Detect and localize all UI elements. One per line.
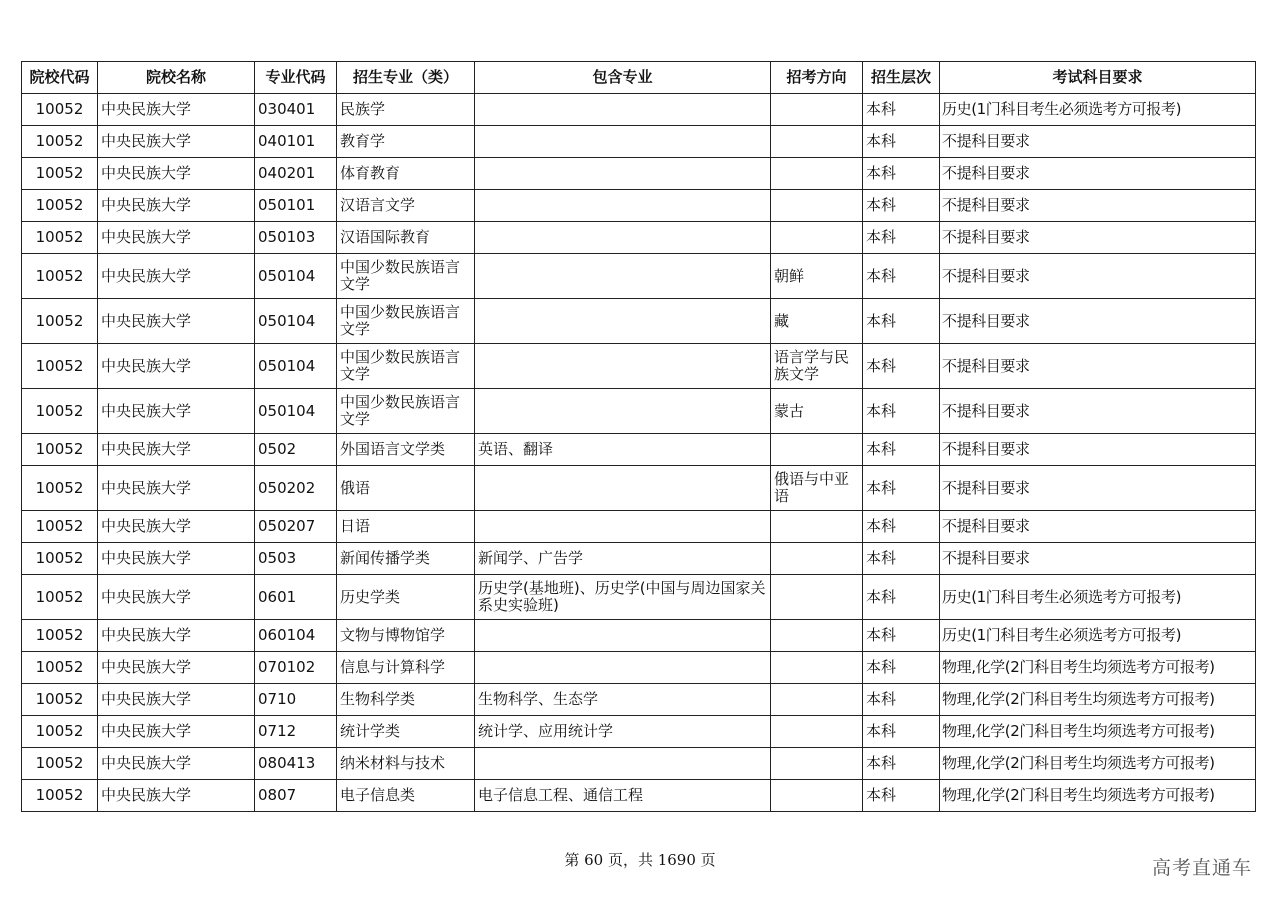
major-code-cell: 060104 bbox=[255, 620, 337, 652]
level-cell: 本科 bbox=[863, 222, 940, 254]
table-row bbox=[22, 620, 1256, 652]
school-code-cell: 10052 bbox=[22, 299, 98, 344]
major-code-cell: 040201 bbox=[255, 158, 337, 190]
major-name-cell: 汉语国际教育 bbox=[337, 222, 475, 254]
level-cell: 本科 bbox=[863, 126, 940, 158]
major-name-cell: 中国少数民族语言文学 bbox=[337, 299, 475, 344]
school-name-cell: 中央民族大学 bbox=[98, 222, 255, 254]
school-code-cell: 10052 bbox=[22, 620, 98, 652]
major-name-cell: 中国少数民族语言文学 bbox=[337, 344, 475, 389]
table-row bbox=[22, 190, 1256, 222]
school-code-cell: 10052 bbox=[22, 94, 98, 126]
header-school-name: 院校名称 bbox=[98, 62, 255, 94]
major-name-cell: 体育教育 bbox=[337, 158, 475, 190]
included-majors-cell bbox=[475, 190, 771, 222]
direction-cell bbox=[771, 511, 863, 543]
school-name-cell: 中央民族大学 bbox=[98, 575, 255, 620]
table-row bbox=[22, 716, 1256, 748]
direction-cell bbox=[771, 126, 863, 158]
direction-cell: 蒙古 bbox=[771, 389, 863, 434]
direction-cell bbox=[771, 716, 863, 748]
school-name-cell: 中央民族大学 bbox=[98, 466, 255, 511]
major-name-cell: 纳米材料与技术 bbox=[337, 748, 475, 780]
table-row bbox=[22, 299, 1256, 344]
level-cell: 本科 bbox=[863, 434, 940, 466]
included-majors-cell bbox=[475, 126, 771, 158]
subject-requirements-cell: 不提科目要求 bbox=[940, 299, 1256, 344]
included-majors-cell bbox=[475, 299, 771, 344]
direction-cell bbox=[771, 748, 863, 780]
included-majors-cell bbox=[475, 344, 771, 389]
school-code-cell: 10052 bbox=[22, 652, 98, 684]
header-included-majors: 包含专业 bbox=[475, 62, 771, 94]
school-name-cell: 中央民族大学 bbox=[98, 434, 255, 466]
subject-requirements-cell: 不提科目要求 bbox=[940, 344, 1256, 389]
school-name-cell: 中央民族大学 bbox=[98, 126, 255, 158]
school-name-cell: 中央民族大学 bbox=[98, 158, 255, 190]
major-code-cell: 050103 bbox=[255, 222, 337, 254]
direction-cell bbox=[771, 543, 863, 575]
level-cell: 本科 bbox=[863, 190, 940, 222]
header-school-code: 院校代码 bbox=[22, 62, 98, 94]
subject-requirements-cell: 历史(1门科目考生必须选考方可报考) bbox=[940, 620, 1256, 652]
subject-requirements-cell: 物理,化学(2门科目考生均须选考方可报考) bbox=[940, 780, 1256, 812]
major-name-cell: 历史学类 bbox=[337, 575, 475, 620]
included-majors-cell: 电子信息工程、通信工程 bbox=[475, 780, 771, 812]
subject-requirements-cell: 物理,化学(2门科目考生均须选考方可报考) bbox=[940, 652, 1256, 684]
school-code-cell: 10052 bbox=[22, 684, 98, 716]
table-row bbox=[22, 158, 1256, 190]
included-majors-cell bbox=[475, 511, 771, 543]
major-code-cell: 0807 bbox=[255, 780, 337, 812]
major-code-cell: 0502 bbox=[255, 434, 337, 466]
included-majors-cell: 生物科学、生态学 bbox=[475, 684, 771, 716]
level-cell: 本科 bbox=[863, 652, 940, 684]
level-cell: 本科 bbox=[863, 344, 940, 389]
school-name-cell: 中央民族大学 bbox=[98, 254, 255, 299]
header-subject-requirements: 考试科目要求 bbox=[940, 62, 1256, 94]
major-code-cell: 050202 bbox=[255, 466, 337, 511]
school-name-cell: 中央民族大学 bbox=[98, 716, 255, 748]
major-name-cell: 日语 bbox=[337, 511, 475, 543]
included-majors-cell: 历史学(基地班)、历史学(中国与周边国家关系史实验班) bbox=[475, 575, 771, 620]
level-cell: 本科 bbox=[863, 780, 940, 812]
included-majors-cell bbox=[475, 620, 771, 652]
table-row bbox=[22, 126, 1256, 158]
direction-cell: 朝鲜 bbox=[771, 254, 863, 299]
direction-cell bbox=[771, 652, 863, 684]
major-code-cell: 050104 bbox=[255, 254, 337, 299]
major-name-cell: 民族学 bbox=[337, 94, 475, 126]
major-name-cell: 中国少数民族语言文学 bbox=[337, 254, 475, 299]
school-code-cell: 10052 bbox=[22, 254, 98, 299]
subject-requirements-cell: 不提科目要求 bbox=[940, 389, 1256, 434]
school-name-cell: 中央民族大学 bbox=[98, 620, 255, 652]
school-name-cell: 中央民族大学 bbox=[98, 94, 255, 126]
included-majors-cell bbox=[475, 652, 771, 684]
major-code-cell: 070102 bbox=[255, 652, 337, 684]
direction-cell bbox=[771, 434, 863, 466]
included-majors-cell bbox=[475, 222, 771, 254]
school-code-cell: 10052 bbox=[22, 748, 98, 780]
subject-requirements-cell: 不提科目要求 bbox=[940, 466, 1256, 511]
school-code-cell: 10052 bbox=[22, 466, 98, 511]
table-row bbox=[22, 466, 1256, 511]
major-name-cell: 中国少数民族语言文学 bbox=[337, 389, 475, 434]
direction-cell bbox=[771, 158, 863, 190]
included-majors-cell: 统计学、应用统计学 bbox=[475, 716, 771, 748]
subject-requirements-cell: 不提科目要求 bbox=[940, 511, 1256, 543]
school-code-cell: 10052 bbox=[22, 434, 98, 466]
major-code-cell: 030401 bbox=[255, 94, 337, 126]
school-name-cell: 中央民族大学 bbox=[98, 748, 255, 780]
subject-requirements-cell: 不提科目要求 bbox=[940, 158, 1256, 190]
school-name-cell: 中央民族大学 bbox=[98, 344, 255, 389]
subject-requirements-cell: 不提科目要求 bbox=[940, 434, 1256, 466]
subject-requirements-cell: 物理,化学(2门科目考生均须选考方可报考) bbox=[940, 716, 1256, 748]
direction-cell bbox=[771, 222, 863, 254]
school-code-cell: 10052 bbox=[22, 158, 98, 190]
direction-cell bbox=[771, 190, 863, 222]
subject-requirements-cell: 不提科目要求 bbox=[940, 126, 1256, 158]
subject-requirements-cell: 不提科目要求 bbox=[940, 254, 1256, 299]
table-row bbox=[22, 780, 1256, 812]
direction-cell bbox=[771, 575, 863, 620]
school-code-cell: 10052 bbox=[22, 716, 98, 748]
school-code-cell: 10052 bbox=[22, 543, 98, 575]
school-code-cell: 10052 bbox=[22, 190, 98, 222]
level-cell: 本科 bbox=[863, 716, 940, 748]
subject-requirements-cell: 物理,化学(2门科目考生均须选考方可报考) bbox=[940, 748, 1256, 780]
direction-cell bbox=[771, 94, 863, 126]
included-majors-cell bbox=[475, 254, 771, 299]
major-name-cell: 统计学类 bbox=[337, 716, 475, 748]
school-code-cell: 10052 bbox=[22, 511, 98, 543]
level-cell: 本科 bbox=[863, 684, 940, 716]
school-code-cell: 10052 bbox=[22, 389, 98, 434]
major-code-cell: 050104 bbox=[255, 344, 337, 389]
major-code-cell: 0710 bbox=[255, 684, 337, 716]
major-code-cell: 050104 bbox=[255, 389, 337, 434]
included-majors-cell bbox=[475, 466, 771, 511]
included-majors-cell bbox=[475, 158, 771, 190]
major-name-cell: 文物与博物馆学 bbox=[337, 620, 475, 652]
level-cell: 本科 bbox=[863, 389, 940, 434]
level-cell: 本科 bbox=[863, 543, 940, 575]
table-row bbox=[22, 94, 1256, 126]
admission-table bbox=[21, 61, 1256, 812]
direction-cell bbox=[771, 620, 863, 652]
school-name-cell: 中央民族大学 bbox=[98, 684, 255, 716]
major-code-cell: 050101 bbox=[255, 190, 337, 222]
level-cell: 本科 bbox=[863, 575, 940, 620]
header-row bbox=[22, 62, 1256, 94]
subject-requirements-cell: 历史(1门科目考生必须选考方可报考) bbox=[940, 94, 1256, 126]
level-cell: 本科 bbox=[863, 466, 940, 511]
school-name-cell: 中央民族大学 bbox=[98, 780, 255, 812]
level-cell: 本科 bbox=[863, 511, 940, 543]
included-majors-cell: 英语、翻译 bbox=[475, 434, 771, 466]
table-row bbox=[22, 511, 1256, 543]
school-code-cell: 10052 bbox=[22, 575, 98, 620]
level-cell: 本科 bbox=[863, 620, 940, 652]
page-number: 第 60 页，共 1690 页 bbox=[564, 851, 716, 869]
table-row bbox=[22, 748, 1256, 780]
major-code-cell: 0601 bbox=[255, 575, 337, 620]
table-row bbox=[22, 222, 1256, 254]
school-name-cell: 中央民族大学 bbox=[98, 389, 255, 434]
school-name-cell: 中央民族大学 bbox=[98, 511, 255, 543]
major-code-cell: 050207 bbox=[255, 511, 337, 543]
table-row bbox=[22, 575, 1256, 620]
header-major-code: 专业代码 bbox=[255, 62, 337, 94]
included-majors-cell: 新闻学、广告学 bbox=[475, 543, 771, 575]
school-name-cell: 中央民族大学 bbox=[98, 543, 255, 575]
school-code-cell: 10052 bbox=[22, 344, 98, 389]
subject-requirements-cell: 不提科目要求 bbox=[940, 222, 1256, 254]
major-name-cell: 俄语 bbox=[337, 466, 475, 511]
header-major-name: 招生专业（类） bbox=[337, 62, 475, 94]
table-row bbox=[22, 684, 1256, 716]
major-name-cell: 教育学 bbox=[337, 126, 475, 158]
school-code-cell: 10052 bbox=[22, 222, 98, 254]
included-majors-cell bbox=[475, 748, 771, 780]
major-name-cell: 信息与计算科学 bbox=[337, 652, 475, 684]
school-name-cell: 中央民族大学 bbox=[98, 299, 255, 344]
table-row bbox=[22, 389, 1256, 434]
included-majors-cell bbox=[475, 94, 771, 126]
table-row bbox=[22, 652, 1256, 684]
level-cell: 本科 bbox=[863, 299, 940, 344]
level-cell: 本科 bbox=[863, 94, 940, 126]
header-level: 招生层次 bbox=[863, 62, 940, 94]
major-name-cell: 电子信息类 bbox=[337, 780, 475, 812]
subject-requirements-cell: 历史(1门科目考生必须选考方可报考) bbox=[940, 575, 1256, 620]
direction-cell: 俄语与中亚语 bbox=[771, 466, 863, 511]
school-code-cell: 10052 bbox=[22, 126, 98, 158]
level-cell: 本科 bbox=[863, 748, 940, 780]
subject-requirements-cell: 不提科目要求 bbox=[940, 543, 1256, 575]
major-code-cell: 040101 bbox=[255, 126, 337, 158]
major-name-cell: 汉语言文学 bbox=[337, 190, 475, 222]
table-row bbox=[22, 344, 1256, 389]
watermark-text: 高考直通车 bbox=[1151, 857, 1252, 879]
school-name-cell: 中央民族大学 bbox=[98, 652, 255, 684]
major-code-cell: 050104 bbox=[255, 299, 337, 344]
direction-cell bbox=[771, 684, 863, 716]
direction-cell: 语言学与民族文学 bbox=[771, 344, 863, 389]
subject-requirements-cell: 物理,化学(2门科目考生均须选考方可报考) bbox=[940, 684, 1256, 716]
major-code-cell: 0712 bbox=[255, 716, 337, 748]
direction-cell bbox=[771, 780, 863, 812]
table-row bbox=[22, 254, 1256, 299]
direction-cell: 藏 bbox=[771, 299, 863, 344]
included-majors-cell bbox=[475, 389, 771, 434]
major-code-cell: 080413 bbox=[255, 748, 337, 780]
level-cell: 本科 bbox=[863, 158, 940, 190]
table-row bbox=[22, 434, 1256, 466]
major-name-cell: 外国语言文学类 bbox=[337, 434, 475, 466]
major-code-cell: 0503 bbox=[255, 543, 337, 575]
subject-requirements-cell: 不提科目要求 bbox=[940, 190, 1256, 222]
level-cell: 本科 bbox=[863, 254, 940, 299]
school-code-cell: 10052 bbox=[22, 780, 98, 812]
major-name-cell: 新闻传播学类 bbox=[337, 543, 475, 575]
header-direction: 招考方向 bbox=[771, 62, 863, 94]
table-row bbox=[22, 543, 1256, 575]
school-name-cell: 中央民族大学 bbox=[98, 190, 255, 222]
major-name-cell: 生物科学类 bbox=[337, 684, 475, 716]
